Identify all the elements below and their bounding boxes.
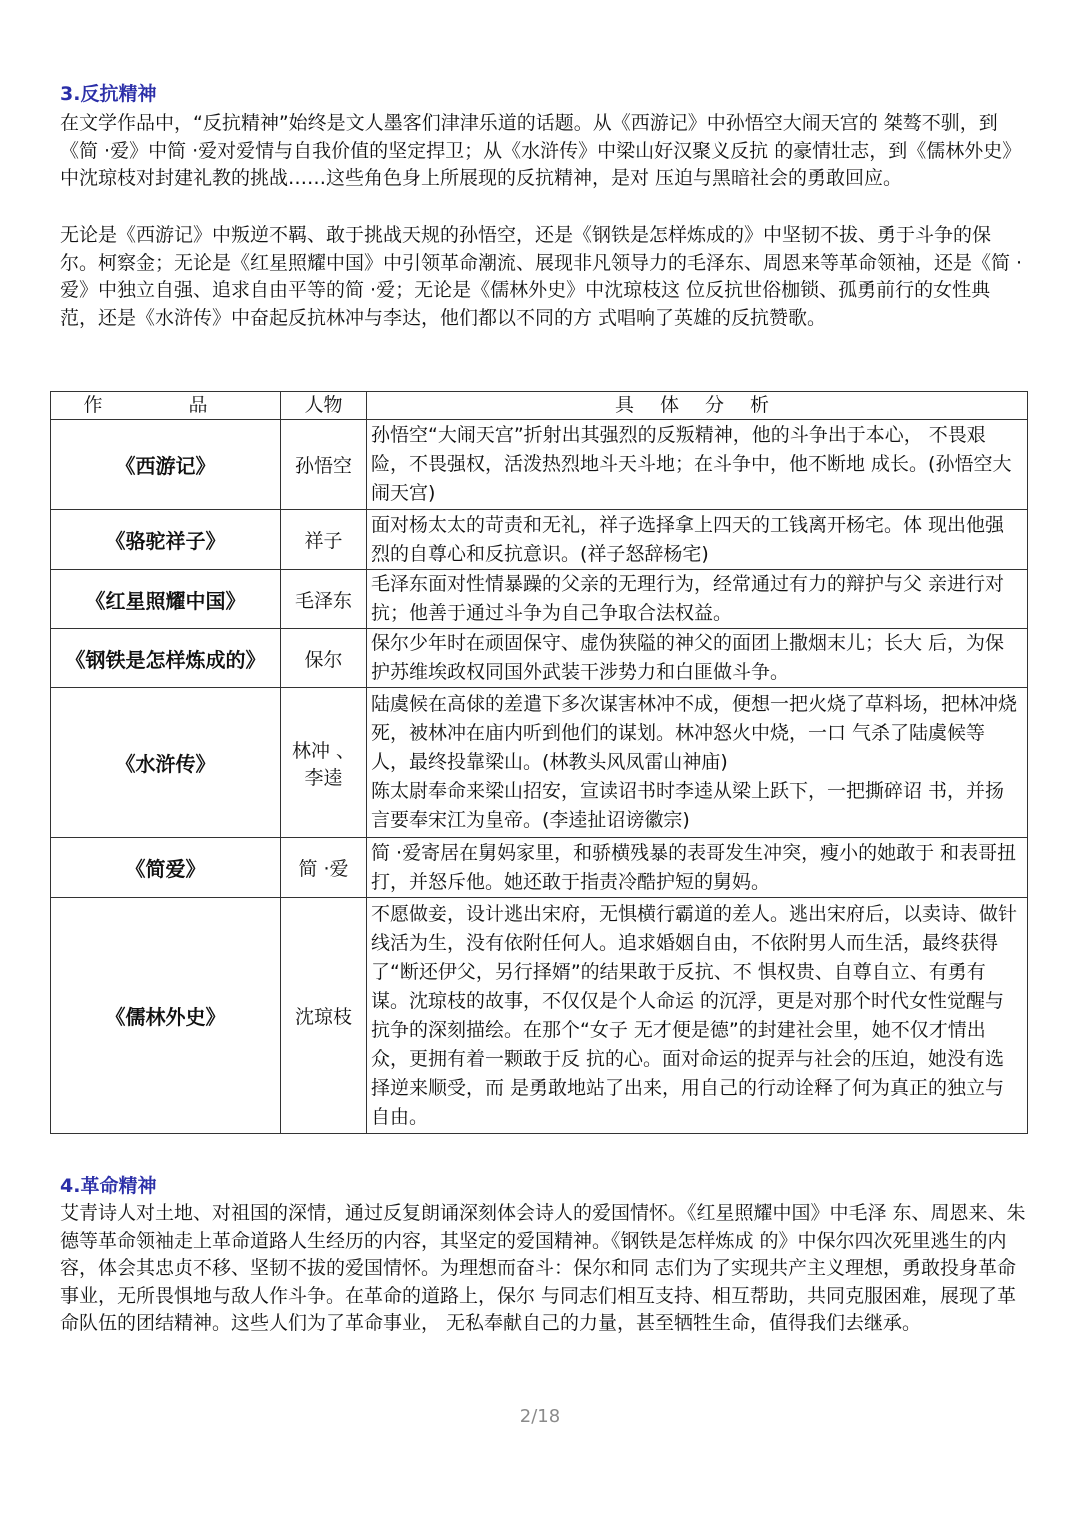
analysis-table xyxy=(50,391,1028,1134)
table-row xyxy=(51,420,1028,510)
work-cell: 《骆驼祥子》 xyxy=(51,510,281,570)
table-row xyxy=(51,838,1028,898)
analysis-cell xyxy=(367,420,1028,510)
character-cell: 保尔 xyxy=(281,629,367,688)
table-row xyxy=(51,510,1028,570)
analysis-text: 简 ·爱寄居在舅妈家里，和骄横残暴的表哥发生冲突，瘦小的她敢于 和表哥扭打，并怒斥他。她还敢于指责冷酷护短的舅妈。 xyxy=(371,841,1017,893)
analysis-text: 保尔少年时在顽固保守、虚伪狭隘的神父的面团上撒烟末儿；长大 后，为保护苏维埃政权同国外武装干涉势力和白匪做斗争。 xyxy=(371,632,1005,683)
analysis-text: 陆虞候在高俅的差遣下多次谋害林冲不成，便想一把火烧了草料场，把林冲烧死，被林冲在庙内听到他们的谋划。林冲怒火中烧，一口 气杀了陆虞候等人，最终投靠梁山。(林教头风凤雷山神庙) xyxy=(371,693,1018,773)
table-row xyxy=(51,570,1028,629)
analysis-text: 孙悟空“大闹天宫”折射出其强烈的反叛精神，他的斗争出于本心， 不畏艰险，不畏强权，活泼热烈地斗天斗地；在斗争中，他不断地 成长。(孙悟空大闹天宫) xyxy=(371,424,1012,504)
analysis-cell xyxy=(367,510,1028,570)
character-cell: 沈琼枝 xyxy=(281,898,367,1134)
section3-paragraph-1: 在文学作品中，“反抗精神”始终是文人墨客们津津乐道的话题。从《西游记》中孙悟空大闹天宫的 桀骜不驯，到《简 ·爱》中简 ·爱对爱情与自我价值的坚定捍卫；从《水浒传》中梁山好汉聚义反抗 的豪情壮志，到《儒林外史》中沈琼枝对封建礼教的挑战……这些角色身上所展现的反抗精神，是对 压迫与黑暗社会的勇敢回应。 xyxy=(60,112,1022,189)
character-cell: 简 ·爱 xyxy=(281,838,367,898)
table-header-row xyxy=(51,392,1028,420)
analysis-cell xyxy=(367,629,1028,688)
section-heading-revolution: 4.革命精神 xyxy=(60,1175,157,1197)
work-cell: 《简爱》 xyxy=(51,838,281,898)
analysis-cell xyxy=(367,898,1028,1134)
work-cell: 《红星照耀中国》 xyxy=(51,570,281,629)
work-cell: 《儒林外史》 xyxy=(51,898,281,1134)
work-cell: 《水浒传》 xyxy=(51,688,281,838)
header-analysis: 具 体 分 析 xyxy=(367,392,1028,420)
header-character: 人物 xyxy=(281,392,367,420)
character-cell: 祥子 xyxy=(281,510,367,570)
work-cell: 《西游记》 xyxy=(51,420,281,510)
work-cell: 《钢铁是怎样炼成的》 xyxy=(51,629,281,688)
analysis-text: 不愿做妾，设计逃出宋府，无惧横行霸道的差人。逃出宋府后，以卖诗、做针线活为生，没有依附任何人。追求婚姻自由，不依附男人而生活，最终获得了“断还伊父，另行择婿”的结果敢于反抗、不 惧权贵、自尊自立、有勇有谋。沈琼枝的故事，不仅仅是个人命运 的沉浮，更是对那个时代女性觉醒与抗争的深刻描绘。在那个“女子 无才便是德”的封建社会里，她不仅才情出众，更拥有着一颗敢于反 抗的心。面对命运的捉弄与社会的压迫，她没有选择逆来顺受，而 是勇敢地站了出来，用自己的行动诠释了何为真正的独立与自由。 xyxy=(371,902,1018,1128)
table-row xyxy=(51,898,1028,1134)
analysis-cell xyxy=(367,688,1028,838)
section3-paragraph-2: 无论是《西游记》中叛逆不羁、敢于挑战天规的孙悟空，还是《钢铁是怎样炼成的》中坚韧不拔、勇于斗争的保尔。柯察金；无论是《红星照耀中国》中引领革命潮流、展现非凡领导力的毛泽东、周恩来等革命领袖，还是《简 ·爱》中独立自强、追求自由平等的简 ·爱；无论是《儒林外史》中沈琼枝这 位反抗世俗枷锁、孤勇前行的女性典范，还是《水浒传》中奋起反抗林冲与李达，他们都以不同的方 式唱响了英雄的反抗赞歌。 xyxy=(60,224,1023,329)
table-row xyxy=(51,688,1028,838)
header-work: 作 品 xyxy=(51,392,281,420)
analysis-text: 面对杨太太的苛责和无礼，祥子选择拿上四天的工钱离开杨宅。体 现出他强烈的自尊心和反抗意识。(祥子怒辞杨宅) xyxy=(371,513,1005,565)
character-cell: 林冲 、李逵 xyxy=(281,688,367,838)
character-cell: 毛泽东 xyxy=(281,570,367,629)
analysis-cell xyxy=(367,838,1028,898)
table-row xyxy=(51,629,1028,688)
page-number: 2/18 xyxy=(519,1406,561,1427)
analysis-cell xyxy=(367,570,1028,629)
character-cell: 孙悟空 xyxy=(281,420,367,510)
section4-paragraph-1: 艾青诗人对土地、对祖国的深情，通过反复朗诵深刻体会诗人的爱国情怀。《红星照耀中国》中毛泽 东、周恩来、朱德等革命领袖走上革命道路人生经历的内容，其坚定的爱国精神。《钢铁是怎样炼成 的》中保尔四次死里逃生的内容，体会其忠贞不移、坚韧不拔的爱国情怀。为理想而奋斗：保尔和同 志们为了实现共产主义理想，勇敢投身革命事业，无所畏惧地与敌人作斗争。在革命的道路上，保尔 与同志们相互支持、相互帮助，共同克服困难，展现了革命队伍的团结精神。这些人们为了革命事业， 无私奉献自己的力量，甚至牺牲生命，值得我们去继承。 xyxy=(60,1202,1026,1334)
analysis-text: 毛泽东面对性情暴躁的父亲的无理行为，经常通过有力的辩护与父 亲进行对抗；他善于通过斗争为自己争取合法权益。 xyxy=(371,573,1005,624)
analysis-text: 陈太尉奉命来梁山招安，宣读诏书时李逵从梁上跃下，一把撕碎诏 书，并扬言要奉宋江为皇帝。(李逵扯诏谤徽宗) xyxy=(371,780,1005,831)
section-heading-resistance: 3.反抗精神 xyxy=(60,83,157,105)
